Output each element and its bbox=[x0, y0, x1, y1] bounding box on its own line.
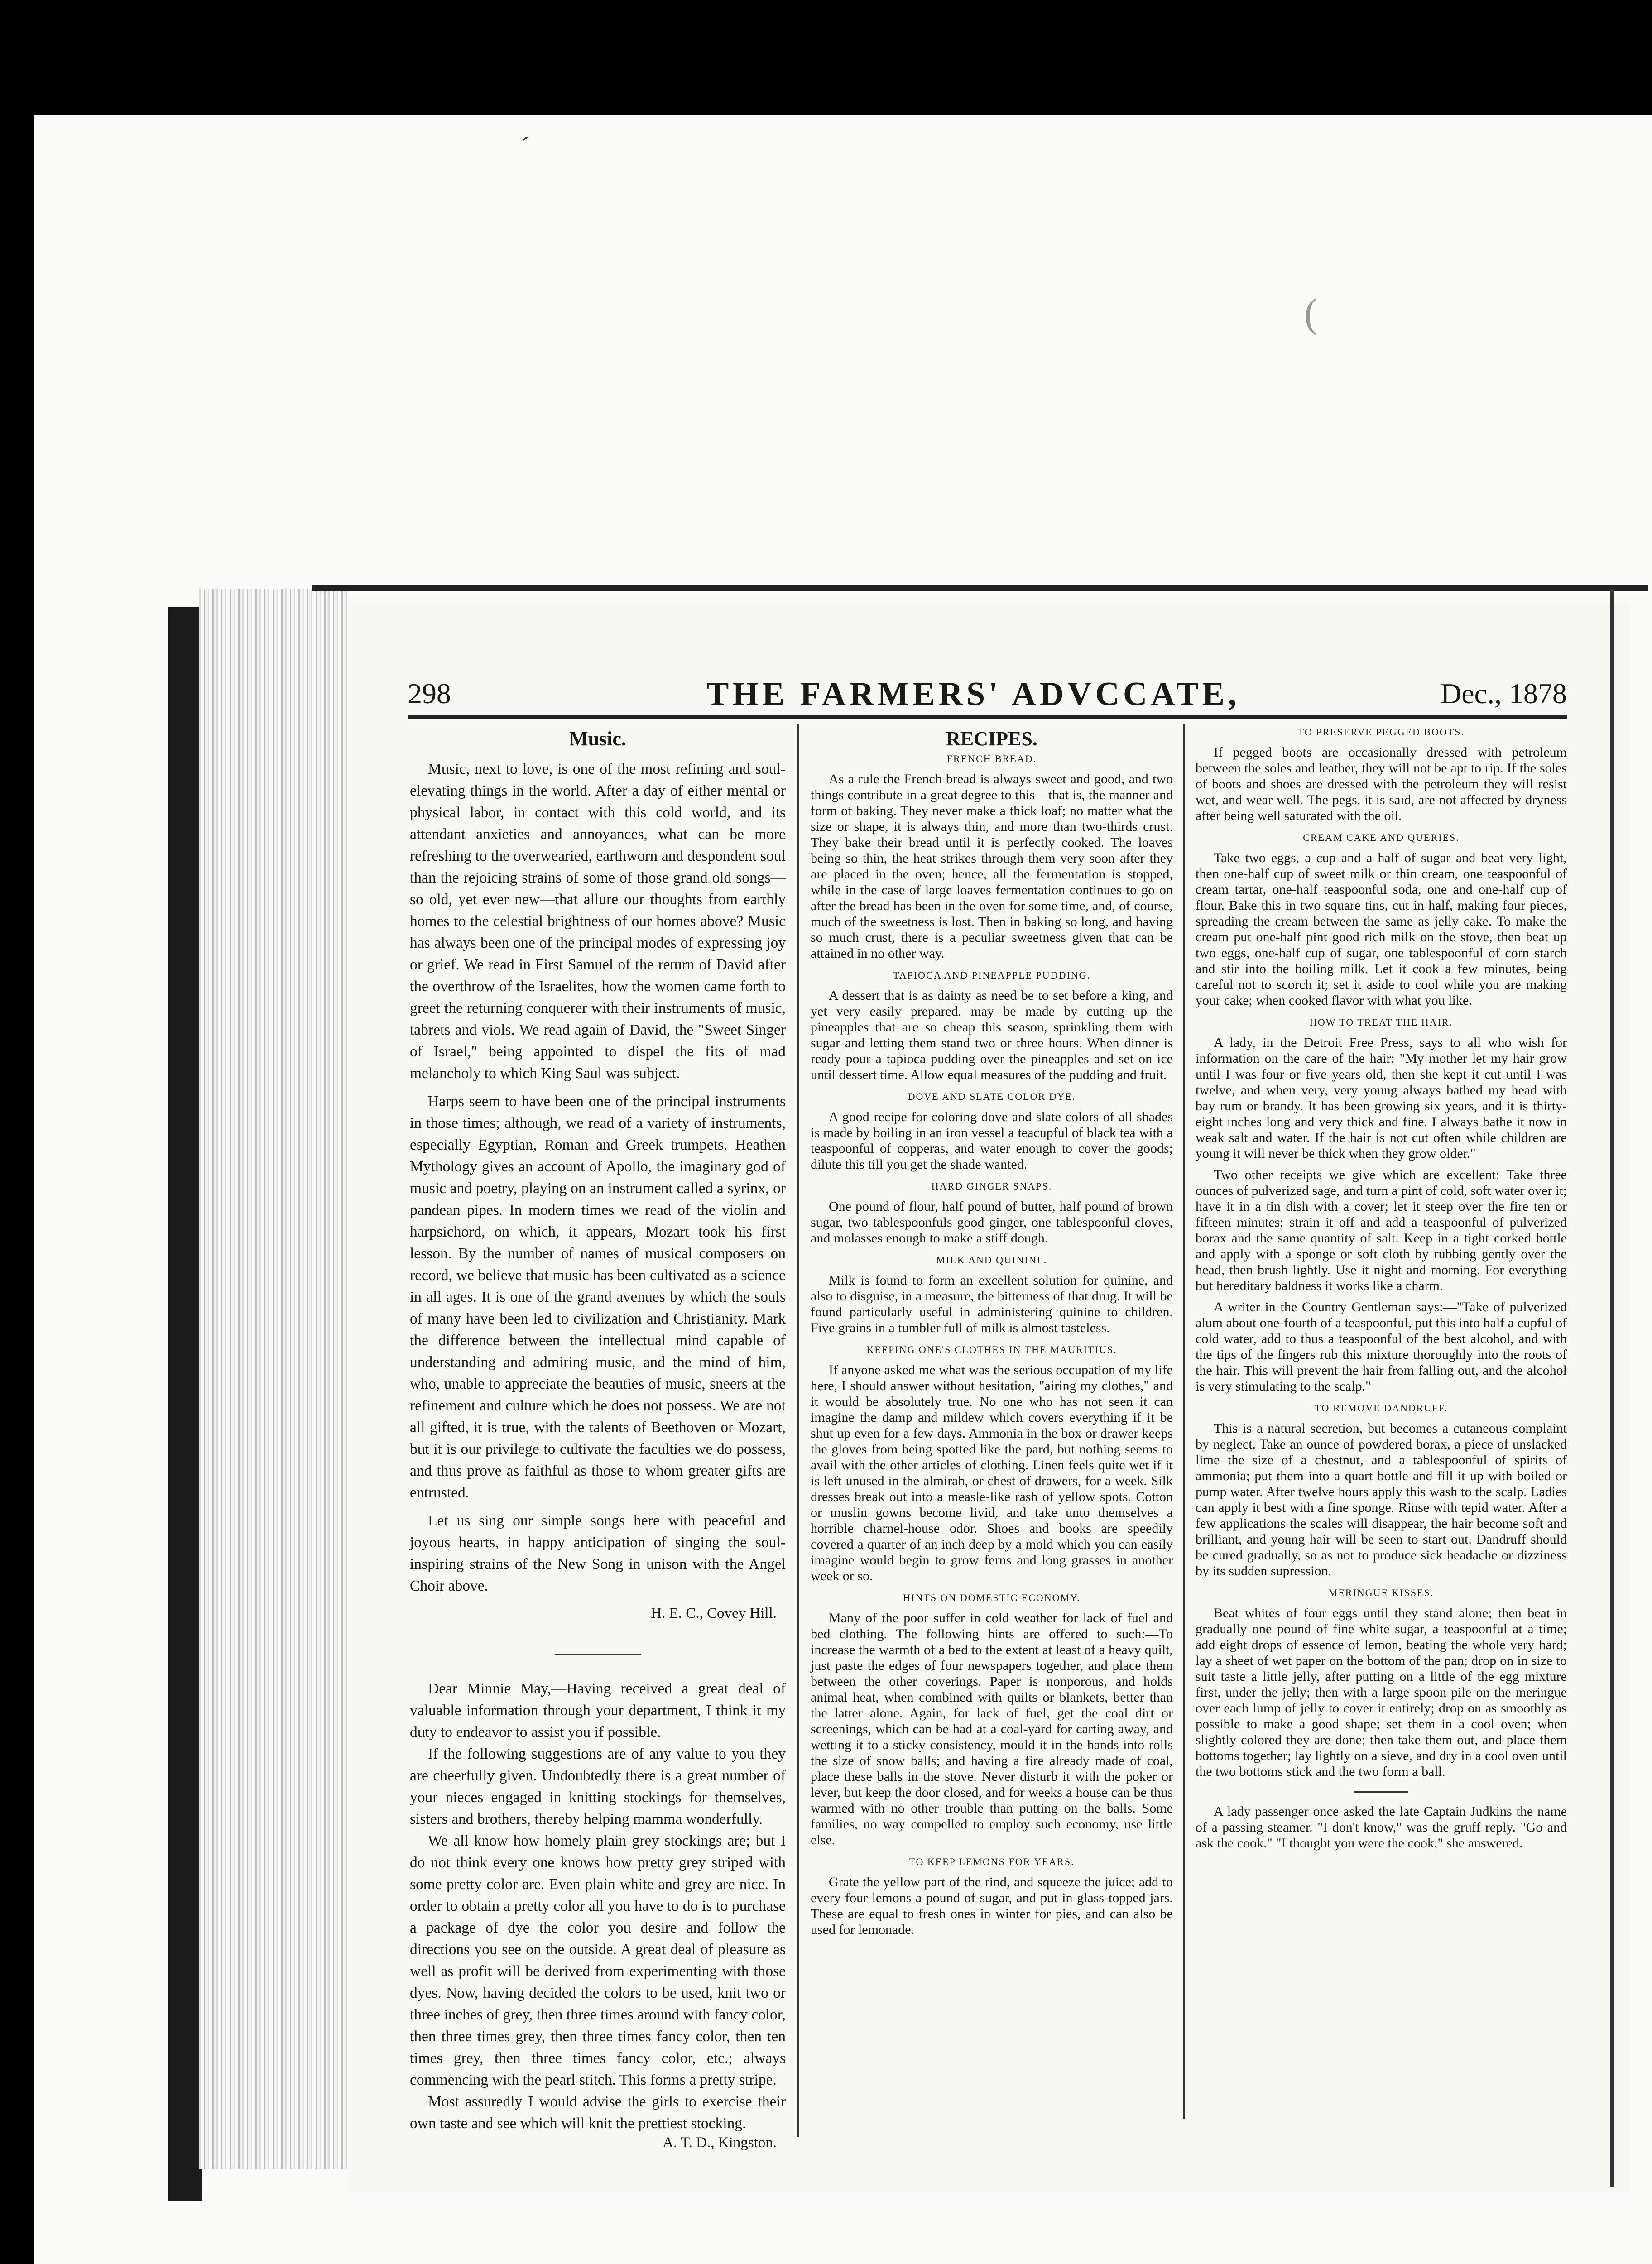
music-paragraph: Let us sing our simple songs here with peaceful and joyous hearts, in happy anticipation of singing the soul-inspiring strains of the New Song in unison with the Angel Choir above. bbox=[410, 1512, 786, 1594]
page-right-edge bbox=[1610, 589, 1614, 2187]
scan-mark: ´ bbox=[521, 132, 530, 162]
letter-paragraph: If the following suggestions are of any value to you they are cheerfully given. Undoubtedly there is a great number of your nieces engaged in knitting stockings for themselves, sisters and brothers, thereby helping mamma wonderfully. bbox=[410, 1746, 786, 1828]
column-middle bbox=[811, 724, 1173, 2119]
recipe-text: A writer in the Country Gentleman says:—"Take of pulverized alum about one-fourth of a teaspoonful, put this into half a cupful of cold water, add to thus a teaspoonful of the best alcohol, and with the tips of the fingers rub this mixture thoroughly into the roots of the hair. This will prevent the hair from falling out, and the alcohol is very stimulating to the scalp." bbox=[1196, 1300, 1567, 1394]
book-edge-shadow bbox=[168, 607, 202, 2201]
issue-date: Dec., 1878 bbox=[1440, 677, 1567, 710]
recipe-text: One pound of flour, half pound of butter, half pound of brown sugar, two tablespoonfuls good ginger, one tablespoonful cloves, and molasses enough to make a stiff dough. bbox=[811, 1199, 1173, 1246]
letter-signature: A. T. D., Kingston. bbox=[663, 2134, 777, 2151]
recipe-title: FRENCH BREAD. bbox=[946, 753, 1037, 764]
recipe-title: TO PRESERVE PEGGED BOOTS. bbox=[1297, 726, 1465, 738]
anecdote-text: A lady passenger once asked the late Captain Judkins the name of a passing steamer. "I don't know," was the gruff reply. "Go and ask the cook." "I thought you were the cook," she answered. bbox=[1196, 1804, 1567, 1851]
letter-paragraph: We all know how homely plain grey stockings are; but I do not think every one knows how pretty grey striped with some pretty color are. Even plain white and grey are nice. In order to obtain a pretty color all you have to do is to purchase a package of dye the color you desire and follow the directions you see on the outside. A great deal of pleasure as well as profit will be derived from experimenting with those dyes. Now, having decided the colors to be used, knit two or three inches of grey, then three times around with fancy color, then three times grey, then three times fancy color, then ten times grey, then three times fancy color, etc.; always commencing with the pearl stitch. This forms a pretty stripe. bbox=[410, 1832, 786, 2088]
header-rule bbox=[408, 715, 1567, 719]
column-left bbox=[410, 724, 786, 2151]
recipe-title: TAPIOCA AND PINEAPPLE PUDDING. bbox=[893, 969, 1090, 981]
recipe-text: If pegged boots are occasionally dressed with petroleum between the soles and leather, they will not be apt to rip. If the soles of boots and shoes are dressed with the petroleum they will resist wet, and wear well. The pegs, it is said, are not affected by dryness after being well saturated with the oil. bbox=[1196, 745, 1567, 823]
letter-paragraph: Dear Minnie May,—Having received a great deal of valuable information through your department, I think it my duty to endeavor to assist you if possible. bbox=[410, 1680, 786, 1741]
recipe-title: HARD GINGER SNAPS. bbox=[931, 1180, 1052, 1192]
page-number: 298 bbox=[408, 677, 451, 710]
recipe-title: HOW TO TREAT THE HAIR. bbox=[1310, 1017, 1453, 1028]
recipe-text: A dessert that is as dainty as need be to set before a king, and yet very easily prepared, may be made by cutting up the pineapples that are so cheap this season, sprinkling them with sugar and letting them stand two or three hours. When dinner is ready pour a tapioca pudding over the pineapples and set on ice until dessert time. Allow equal measures of the pudding and fruit. bbox=[811, 988, 1173, 1082]
recipe-title: MERINGUE KISSES. bbox=[1328, 1587, 1434, 1598]
recipe-text: If anyone asked me what was the serious occupation of my life here, I should answer without hesitation, "airing my clothes," and it would be absolutely true. No one who has not seen it can imagine the damp and mildew which covers everything if it be shut up even for a few days. Ammonia in the box or drawer keeps the gloves from being spotted like the pard, but nothing seems to avail with the other articles of clothing. Linen feels quite wet if it is left unused in the almirah, or chest of drawers, for a week. Silk dresses break out into a measle-like rash of yellow spots. Cotton or muslin gowns become livid, and take unto themselves a horrible charnel-house odor. Shoes and books are speedily covered a quarter of an inch deep by a mold which you can easily imagine would begin to grow ferns and long grasses in another week or so. bbox=[811, 1362, 1173, 1583]
column-divider bbox=[797, 724, 799, 2137]
newspaper-title: THE FARMERS' ADVCCATE, bbox=[706, 676, 1240, 713]
page-header bbox=[408, 677, 1567, 713]
article-heading-music: Music. bbox=[569, 728, 626, 750]
recipe-title: MILK AND QUININE. bbox=[936, 1254, 1047, 1266]
recipe-title: KEEPING ONE'S CLOTHES IN THE MAURITIUS. bbox=[866, 1344, 1117, 1355]
recipe-text: A lady, in the Detroit Free Press, says to all who wish for information on the care of the hair: "My mother let my hair grow until I was four or five years old, then she kept it cut until I was twelve, and when very, very young always bathed my head with bay rum or brandy. It has been growing six years, and it is thirty-eight inches long and very thick and fine. I always bathe it now in weak salt and water. If the hair is not cut often while children are young it will never be thick when they grow older." bbox=[1196, 1035, 1567, 1161]
page-top-edge bbox=[312, 585, 1648, 591]
music-signature: H. E. C., Covey Hill. bbox=[651, 1605, 777, 1621]
recipe-title: CREAM CAKE AND QUERIES. bbox=[1303, 832, 1460, 843]
book-spine-pages bbox=[199, 589, 349, 2169]
recipes-heading: RECIPES. bbox=[946, 728, 1037, 750]
recipe-text: Beat whites of four eggs until they stand alone; then beat in gradually one pound of fine white sugar, a teaspoonful at a time; add eight drops of essence of lemon, beating the whole very hard; lay a sheet of wet paper on the bottom of the pan; drop on in size to suit taste a little jelly, after putting on a little of the egg mixture first, under the jelly; then with a large spoon pile on the meringue over each lump of jelly to cover it entirely; drop on as smoothly as possible to make a good shape; set them in a cool oven; when slightly colored they are done; then take them out, and place them bottoms together; lay lightly on a sieve, and dry in a cool oven until the two bottoms stick and the two form a ball. bbox=[1196, 1606, 1567, 1779]
recipe-text: As a rule the French bread is always sweet and good, and two things contribute in a great degree to this—that is, the manner and form of baking. They never make a thick loaf; no matter what the size or shape, it is always thin, and more than two-thirds crust. They bake their bread until it is perfectly cooked. The loaves being so thin, the heat strikes through them very soon after they are placed in the oven; hence, all the fermentation is stopped, while in the case of large loaves fermentation continues to go on after the bread has been in the oven for some time, and, of course, much of the sweetness is lost. Then in baking so long, and having so much crust, there is a peculiar sweetness given that can be attained in no other way. bbox=[811, 772, 1173, 961]
recipe-title: HINTS ON DOMESTIC ECONOMY. bbox=[903, 1592, 1081, 1603]
recipe-title: DOVE AND SLATE COLOR DYE. bbox=[908, 1091, 1076, 1102]
recipe-title: TO REMOVE DANDRUFF. bbox=[1315, 1402, 1448, 1414]
recipe-text: Grate the yellow part of the rind, and squeeze the juice; add to every four lemons a pound of sugar, and put in glass-topped jars. These are equal to fresh ones in winter for pies, and can also be used for lemonade. bbox=[811, 1875, 1173, 1937]
scan-mark: ( bbox=[1304, 291, 1318, 336]
recipe-text: Take two eggs, a cup and a half of sugar and beat very light, then one-half cup of sweet milk or thin cream, one teaspoonful of cream tartar, one-half teaspoonful soda, one and one-half cup of flour. Bake this in two square tins, cut in half, making four pieces, spreading the cream between the same as jelly cake. To make the cream put one-half pint good rich milk on the stove, then beat up two eggs, one-half cup of sugar, one tablespoonful of corn starch and stir into the boiling milk. Let it cook a few minutes, being careful not to scorch it; set it aside to cool while you are making your cake; when cooked flavor with what you like. bbox=[1196, 850, 1567, 1008]
recipe-text: Milk is found to form an excellent solution for quinine, and also to disguise, in a measure, the bitterness of that drug. It will be found particularly useful in administering quinine to children. Five grains in a tumbler full of milk is almost tasteless. bbox=[811, 1273, 1173, 1335]
column-right bbox=[1196, 724, 1567, 2115]
music-paragraph: Music, next to love, is one of the most refining and soul-elevating things in the world. After a day of either mental or physical labor, in contact with this cold world, and its attendant anxieties and annoyances, what can be more refreshing to the overwearied, earthworn and despondent soul than the rejoicing strains of some of those grand old songs—so old, yet ever new—that allure our thoughts from earthly homes to the celestial brightness of our homes above? Music has always been one of the principal modes of expressing joy or grief. We read in First Samuel of the return of David after the overthrow of the Israelites, how the women came forth to greet the returning conquerer with their instruments of music, tabrets and viols. We read again of David, the "Sweet Singer of Israel," being appointed to dispel the fits of mad melancholy to which King Saul was subject. bbox=[410, 761, 786, 1082]
section-separator bbox=[555, 1654, 641, 1655]
column-divider bbox=[1183, 724, 1185, 2119]
recipe-text: Many of the poor suffer in cold weather for lack of fuel and bed clothing. The following hints are offered to such:—To increase the warmth of a bed to the extent at least of a heavy quilt, just paste the edges of four newspapers together, and place them between the other coverings. Paper is nonporous, and holds animal heat, when combined with quilts or blankets, better than the latter alone. Again, for lack of fuel, get the coal dirt or screenings, which can be had at a coal-yard for carting away, and wetting it to a sticky consistency, mould it in the hands into rolls the size of snow balls; and having a fire already made of coal, place these balls in the stove. Never disturb it with the poker or lever, but keep the door closed, and for weeks a house can be thus warmed with no other trouble than putting on the balls. Some families, no way compelled to employ such economy, use little else. bbox=[811, 1611, 1173, 1847]
recipe-text: A good recipe for coloring dove and slate colors of all shades is made by boiling in an iron vessel a teacupful of black tea with a teaspoonful of copperas, and water enough to cover the goods; dilute this till you get the shade wanted. bbox=[811, 1109, 1173, 1172]
recipe-text: This is a natural secretion, but becomes a cutaneous complaint by neglect. Take an ounce of powdered borax, a piece of unslacked lime the size of a chestnut, and a tablespoonful of spirits of ammonia; put them into a quart bottle and fill it up with boiled or pump water. After twelve hours apply this wash to the scalp. Ladies can apply it best with a fine sponge. Rinse with tepid water. After a few applications the scales will disappear, the hair become soft and brilliant, and young hair will be seen to start out. Dandruff should be cured gradually, so as not to produce sick headache or dizziness by its sudden supression. bbox=[1196, 1421, 1567, 1578]
recipe-title: TO KEEP LEMONS FOR YEARS. bbox=[909, 1856, 1075, 1867]
recipe-text: Two other receipts we give which are excellent: Take three ounces of pulverized sage, and turn a pint of cold, soft water over it; have it in a tin dish with a cover; let it steep over the fire ten or fifteen minutes; strain it off and add a teaspoonful of pulverized borax and the same quantity of salt. Keep in a tight corked bottle and apply with a sponge or soft cloth by rubbing gently over the head, then brush lightly. Use it night and morning. For everything but hereditary baldness it works like a charm. bbox=[1196, 1167, 1567, 1293]
music-paragraph: Harps seem to have been one of the principal instruments in those times; although, we read of a variety of instruments, especially Egyptian, Roman and Greek trumpets. Heathen Mythology gives an account of Apollo, the imaginary god of music and poetry, playing on an instrument called a syrinx, or pandean pipes. In modern times we read of the violin and harpsichord, on which, it appears, Mozart took his first lesson. By the number of names of musical composers on record, we believe that music has been cultivated as a science in all ages. It is one of the grand avenues by which the souls of many have been led to civilization and Christianity. Mark the difference between the intellectual mind capable of understanding and admiring music, and the mind of him, who, unable to appreciate the beauties of music, sneers at the refinement and culture which he does not possess. We are not all gifted, it is true, with the talents of Beethoven or Mozart, but it is our privilege to cultivate the faculties we do possess, and thus prove as faithful as those to whom greater gifts are entrusted. bbox=[410, 1093, 786, 1501]
section-separator bbox=[1354, 1791, 1408, 1793]
letter-paragraph: Most assuredly I would advise the girls to exercise their own taste and see which will knit the prettiest stocking. bbox=[410, 2093, 786, 2132]
